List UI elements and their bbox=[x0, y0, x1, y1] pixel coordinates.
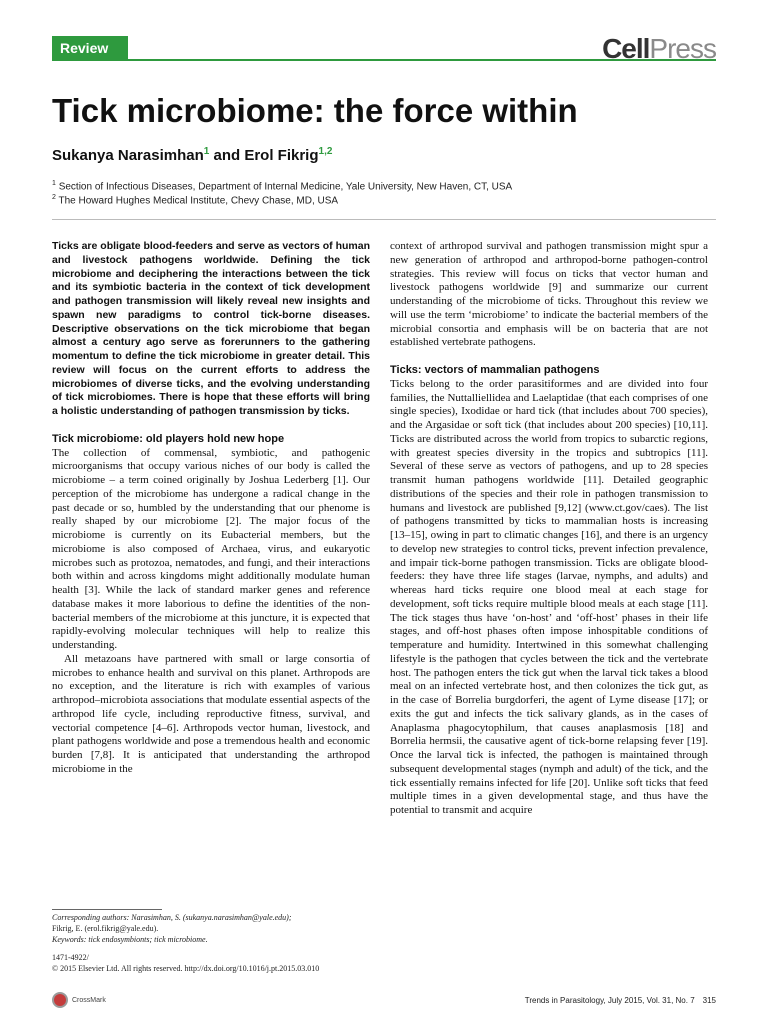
corresponding-authors bbox=[52, 912, 372, 945]
author-affiliation-marker[interactable]: 1,2 bbox=[318, 146, 333, 157]
logo-press: Press bbox=[649, 33, 716, 64]
body-paragraph: context of arthropod survival and pathogen transmission might spur a new generation of arthropod and arthropod-borne pathogen-control strategies. This review will focus on ticks that vector human and livestock pathogens worldwide [9] and summarize our current understanding of the microbiome of ticks. Throughout this review we will use the term ‘microbiome’ to indicate the bacterial members of the microbial consortia and emphasis will be on bacteria that are not established vertebrate pathogens. bbox=[390, 240, 708, 349]
crossmark-icon bbox=[52, 992, 68, 1008]
author-conjunction: and bbox=[209, 147, 245, 164]
journal-footer bbox=[525, 996, 716, 1005]
body-paragraph: The collection of commensal, symbiotic, and pathogenic microorganisms that occupy various niches of our body is called the microbiome – a term coined originally by Joshua Lederberg [1]. Our perception of the microbiome has undergone a radical change in the past decade or so, humbled by the understanding that our phenome is really shaped by our microbiome [2]. The major focus of the microbiome is currently on its Eubacterial members, but the microbiome is also composed of Archaea, virus, and eukaryotic microbes such as protozoa, nematodes, and fungi, and their interactions both within and across kingdoms might additionally modulate human health [3]. While the lack of standard marker genes and reference database makes it more laborious to define the identities of the non-bacterial members of the microbiome at this juncture, it is expected that rapidly-evolving molecular techniques will help to realize this understanding. bbox=[52, 446, 370, 651]
affiliation-text: The Howard Hughes Medical Institute, Chevy Chase, MD, USA bbox=[58, 195, 339, 207]
affiliation bbox=[52, 180, 512, 192]
footnote-rule bbox=[52, 909, 162, 910]
author-affiliation-marker[interactable]: 1 bbox=[203, 146, 210, 157]
page-number: 315 bbox=[702, 996, 716, 1005]
author-name[interactable]: Erol Fikrig bbox=[244, 147, 319, 164]
author-list bbox=[52, 146, 332, 164]
article-title: Tick microbiome: the force within bbox=[52, 92, 578, 129]
logo-cell: Cell bbox=[602, 33, 650, 64]
right-column bbox=[390, 240, 708, 818]
body-paragraph: All metazoans have partnered with small or large consortia of microbes to enhance health and survival on this planet. Arthropods are no exception, and the literature is rich with examples of various arthropod–microbiota associations that modulate essential aspects of the arthropod life cycle, including reproductive fitness, survival, and vectorial competence [4–6]. Arthropods vector human, livestock, and plant pathogens worldwide and pose a tremendous health and economic burden [7,8]. It is anticipated that understanding the arthropod microbiome in the bbox=[52, 652, 370, 775]
left-column bbox=[52, 240, 370, 777]
crossmark-label: CrossMark bbox=[72, 996, 106, 1004]
section-tag: Review bbox=[52, 36, 128, 60]
copyright-doi[interactable]: © 2015 Elsevier Ltd. All rights reserved. http://dx.doi.org/10.1016/j.pt.2015.03.010 bbox=[52, 964, 320, 973]
author-name[interactable]: Sukanya Narasimhan bbox=[52, 147, 204, 164]
affiliation-marker: 1 bbox=[52, 180, 56, 187]
cellpress-logo bbox=[602, 33, 716, 65]
crossmark-badge[interactable] bbox=[52, 992, 106, 1008]
affiliation bbox=[52, 194, 338, 206]
abstract: Ticks are obligate blood-feeders and serve as vectors of human and livestock pathogens worldwide. Defining the tick microbiome and deciphering the interactions between the tick and its symbiotic bacteria in the context of tick development and pathogen transmission will likely reveal new insights and spawn new paradigms to control tick-borne diseases. Descriptive observations on the tick microbiome that began almost a century ago serve as forerunners to the gathering momentum to define the tick microbiome in greater detail. This review will focus on the current efforts to address the microbiomes of diverse ticks, and the evolving understanding of tick microbiomes. There is hope that these efforts will bring a holistic understanding of pathogen transmission by ticks. bbox=[52, 240, 370, 417]
issn: 1471-4922/ bbox=[52, 953, 89, 962]
keywords: Keywords: tick endosymbionts; tick microbiome. bbox=[52, 935, 208, 944]
copyright-block bbox=[52, 952, 372, 974]
journal-citation: Trends in Parasitology, July 2015, Vol. 31, No. 7 bbox=[524, 996, 695, 1005]
corresponding-line[interactable]: Corresponding authors: Narasimhan, S. (sukanya.narasimhan@yale.edu); bbox=[52, 913, 292, 922]
body-paragraph: Ticks belong to the order parasitiformes and are divided into four families, the Nuttalliellidea and Laelaptidae (that each comprises of one single species), Ixodidae or hard tick (that includes about 700 species), and the Argasidae or soft tick (that includes about 200 species) [10,11]. Ticks are distributed across the world from tropics to subarctic regions, with greatest species diversity in the tropics and subtropics [11]. Several of these serve as vectors of pathogens, and up to 28 species transmit human pathogens worldwide [11]. Detailed geographic distributions of the species and their role in pathogen transmission to humans and livestock are published [9,12] (www.ct.gov/caes). The list of pathogens transmitted by ticks to mammalian hosts is increasing [13–15], owing in part to climatic changes [16], and there is an urgency to develop new strategies to control ticks, prevent infection prevalence, and impair tick-borne pathogen transmission. Ticks are obligate blood-feeders: they have three life stages (larvae, nymphs, and adults) and whereas hard ticks require one blood meal at each stage for development, soft ticks require multiple blood meals at each stage [11]. The tick stages thus have ‘on-host’ and ‘off-host’ phases in their life stages, and off-host phases often impose inhospitable conditions of temperature and humidity. Intertwined in this somewhat challenging lifestyle is the pathogen that cycles between the tick and the vertebrate host. The pathogen enters the tick gut when the larval tick takes a blood meal on an infected vertebrate host, and then colonizes the tick gut, as in the case of Borrelia burgdorferi, the agent of Lyme disease [17]; or exits the gut and infects the tick salivary glands, as in the cases of Anaplasma phagocytophilum, that causes anaplasmosis [18] and Borrelia hermsii, the causative agent of tick-borne relapsing fever [19]. Once the larval tick is infected, the pathogen is maintained through subsequent developmental stages (nymph and adult) of the tick, and the tick essentially remains infected for life [20]. Unlike soft ticks that feed multiple times in a given developmental stage, and thus have the potential to transmit and acquire bbox=[390, 377, 708, 816]
affiliation-rule bbox=[52, 219, 716, 220]
corresponding-line[interactable]: Fikrig, E. (erol.fikrig@yale.edu). bbox=[52, 924, 159, 933]
section-heading: Tick microbiome: old players hold new hope bbox=[52, 432, 285, 445]
affiliation-marker: 2 bbox=[52, 194, 56, 201]
section-heading: Ticks: vectors of mammalian pathogens bbox=[390, 364, 600, 376]
affiliation-text: Section of Infectious Diseases, Department of Internal Medicine, Yale University, New Haven, CT, USA bbox=[58, 181, 513, 193]
